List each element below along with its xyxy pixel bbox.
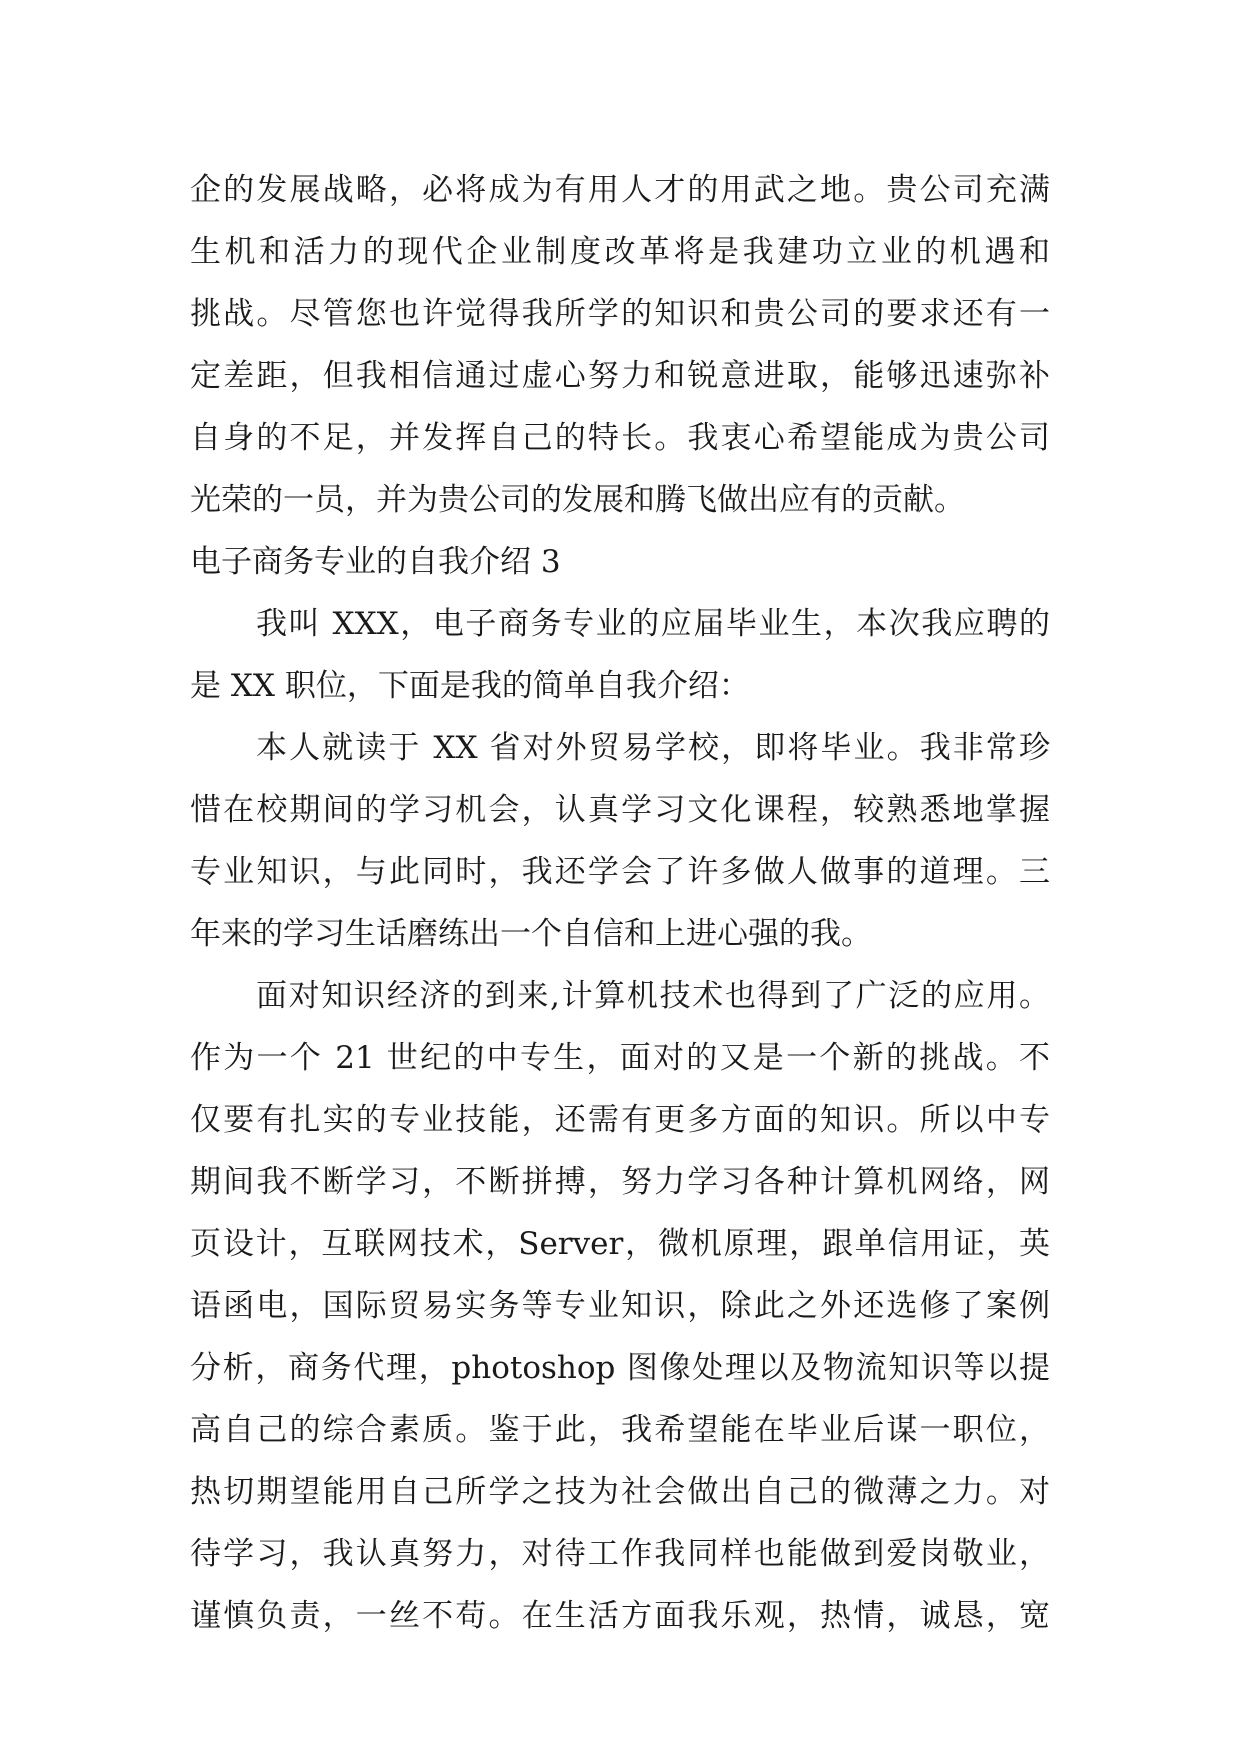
text-line: 高自己的综合素质。鉴于此，我希望能在毕业后谋一职位， <box>190 1412 1050 1448</box>
text-line: 期间我不断学习，不断拼搏，努力学习各种计算机网络，网 <box>190 1164 1050 1200</box>
paragraph-2 <box>190 593 1050 717</box>
text-line: 分析，商务代理，photoshop 图像处理以及物流知识等以提 <box>190 1350 1050 1386</box>
text-line: 本人就读于 XX 省对外贸易学校，即将毕业。我非常珍 <box>256 730 1050 766</box>
text-line: 定差距，但我相信通过虚心努力和锐意进取，能够迅速弥补 <box>190 358 1050 394</box>
text-line: 页设计，互联网技术，Server，微机原理，跟单信用证，英 <box>190 1226 1050 1262</box>
text-line: 年来的学习生话磨练出一个自信和上进心强的我。 <box>190 916 872 952</box>
text-line: 挑战。尽管您也许觉得我所学的知识和贵公司的要求还有一 <box>190 296 1050 332</box>
text-line: 专业知识，与此同时，我还学会了许多做人做事的道理。三 <box>190 854 1050 890</box>
section-heading: 电子商务专业的自我介绍 3 <box>190 544 561 580</box>
text-line: 自身的不足，并发挥自己的特长。我衷心希望能成为贵公司 <box>190 420 1050 456</box>
text-line: 待学习，我认真努力，对待工作我同样也能做到爱岗敬业， <box>190 1536 1050 1572</box>
text-line: 热切期望能用自己所学之技为社会做出自己的微薄之力。对 <box>190 1474 1050 1510</box>
text-line: 作为一个 21 世纪的中专生，面对的又是一个新的挑战。不 <box>190 1040 1050 1076</box>
text-line: 惜在校期间的学习机会，认真学习文化课程，较熟悉地掌握 <box>190 792 1050 828</box>
text-line: 光荣的一员，并为贵公司的发展和腾飞做出应有的贡献。 <box>190 482 965 518</box>
text-line: 语函电，国际贸易实务等专业知识，除此之外还选修了案例 <box>190 1288 1050 1324</box>
text-line: 企的发展战略，必将成为有用人才的用武之地。贵公司充满 <box>190 172 1050 208</box>
document-body <box>190 159 1050 1647</box>
paragraph-1 <box>190 159 1050 531</box>
text-line: 面对知识经济的到来,计算机技术也得到了广泛的应用。 <box>256 978 1050 1014</box>
paragraph-4 <box>190 965 1050 1647</box>
text-line: 我叫 XXX，电子商务专业的应届毕业生，本次我应聘的 <box>256 606 1050 642</box>
paragraph-3 <box>190 717 1050 965</box>
text-line: 是 XX 职位，下面是我的简单自我介绍： <box>190 668 750 704</box>
text-line: 生机和活力的现代企业制度改革将是我建功立业的机遇和 <box>190 234 1050 270</box>
text-line: 谨慎负责，一丝不苟。在生活方面我乐观，热情，诚恳，宽 <box>190 1598 1050 1634</box>
text-line: 仅要有扎实的专业技能，还需有更多方面的知识。所以中专 <box>190 1102 1050 1138</box>
